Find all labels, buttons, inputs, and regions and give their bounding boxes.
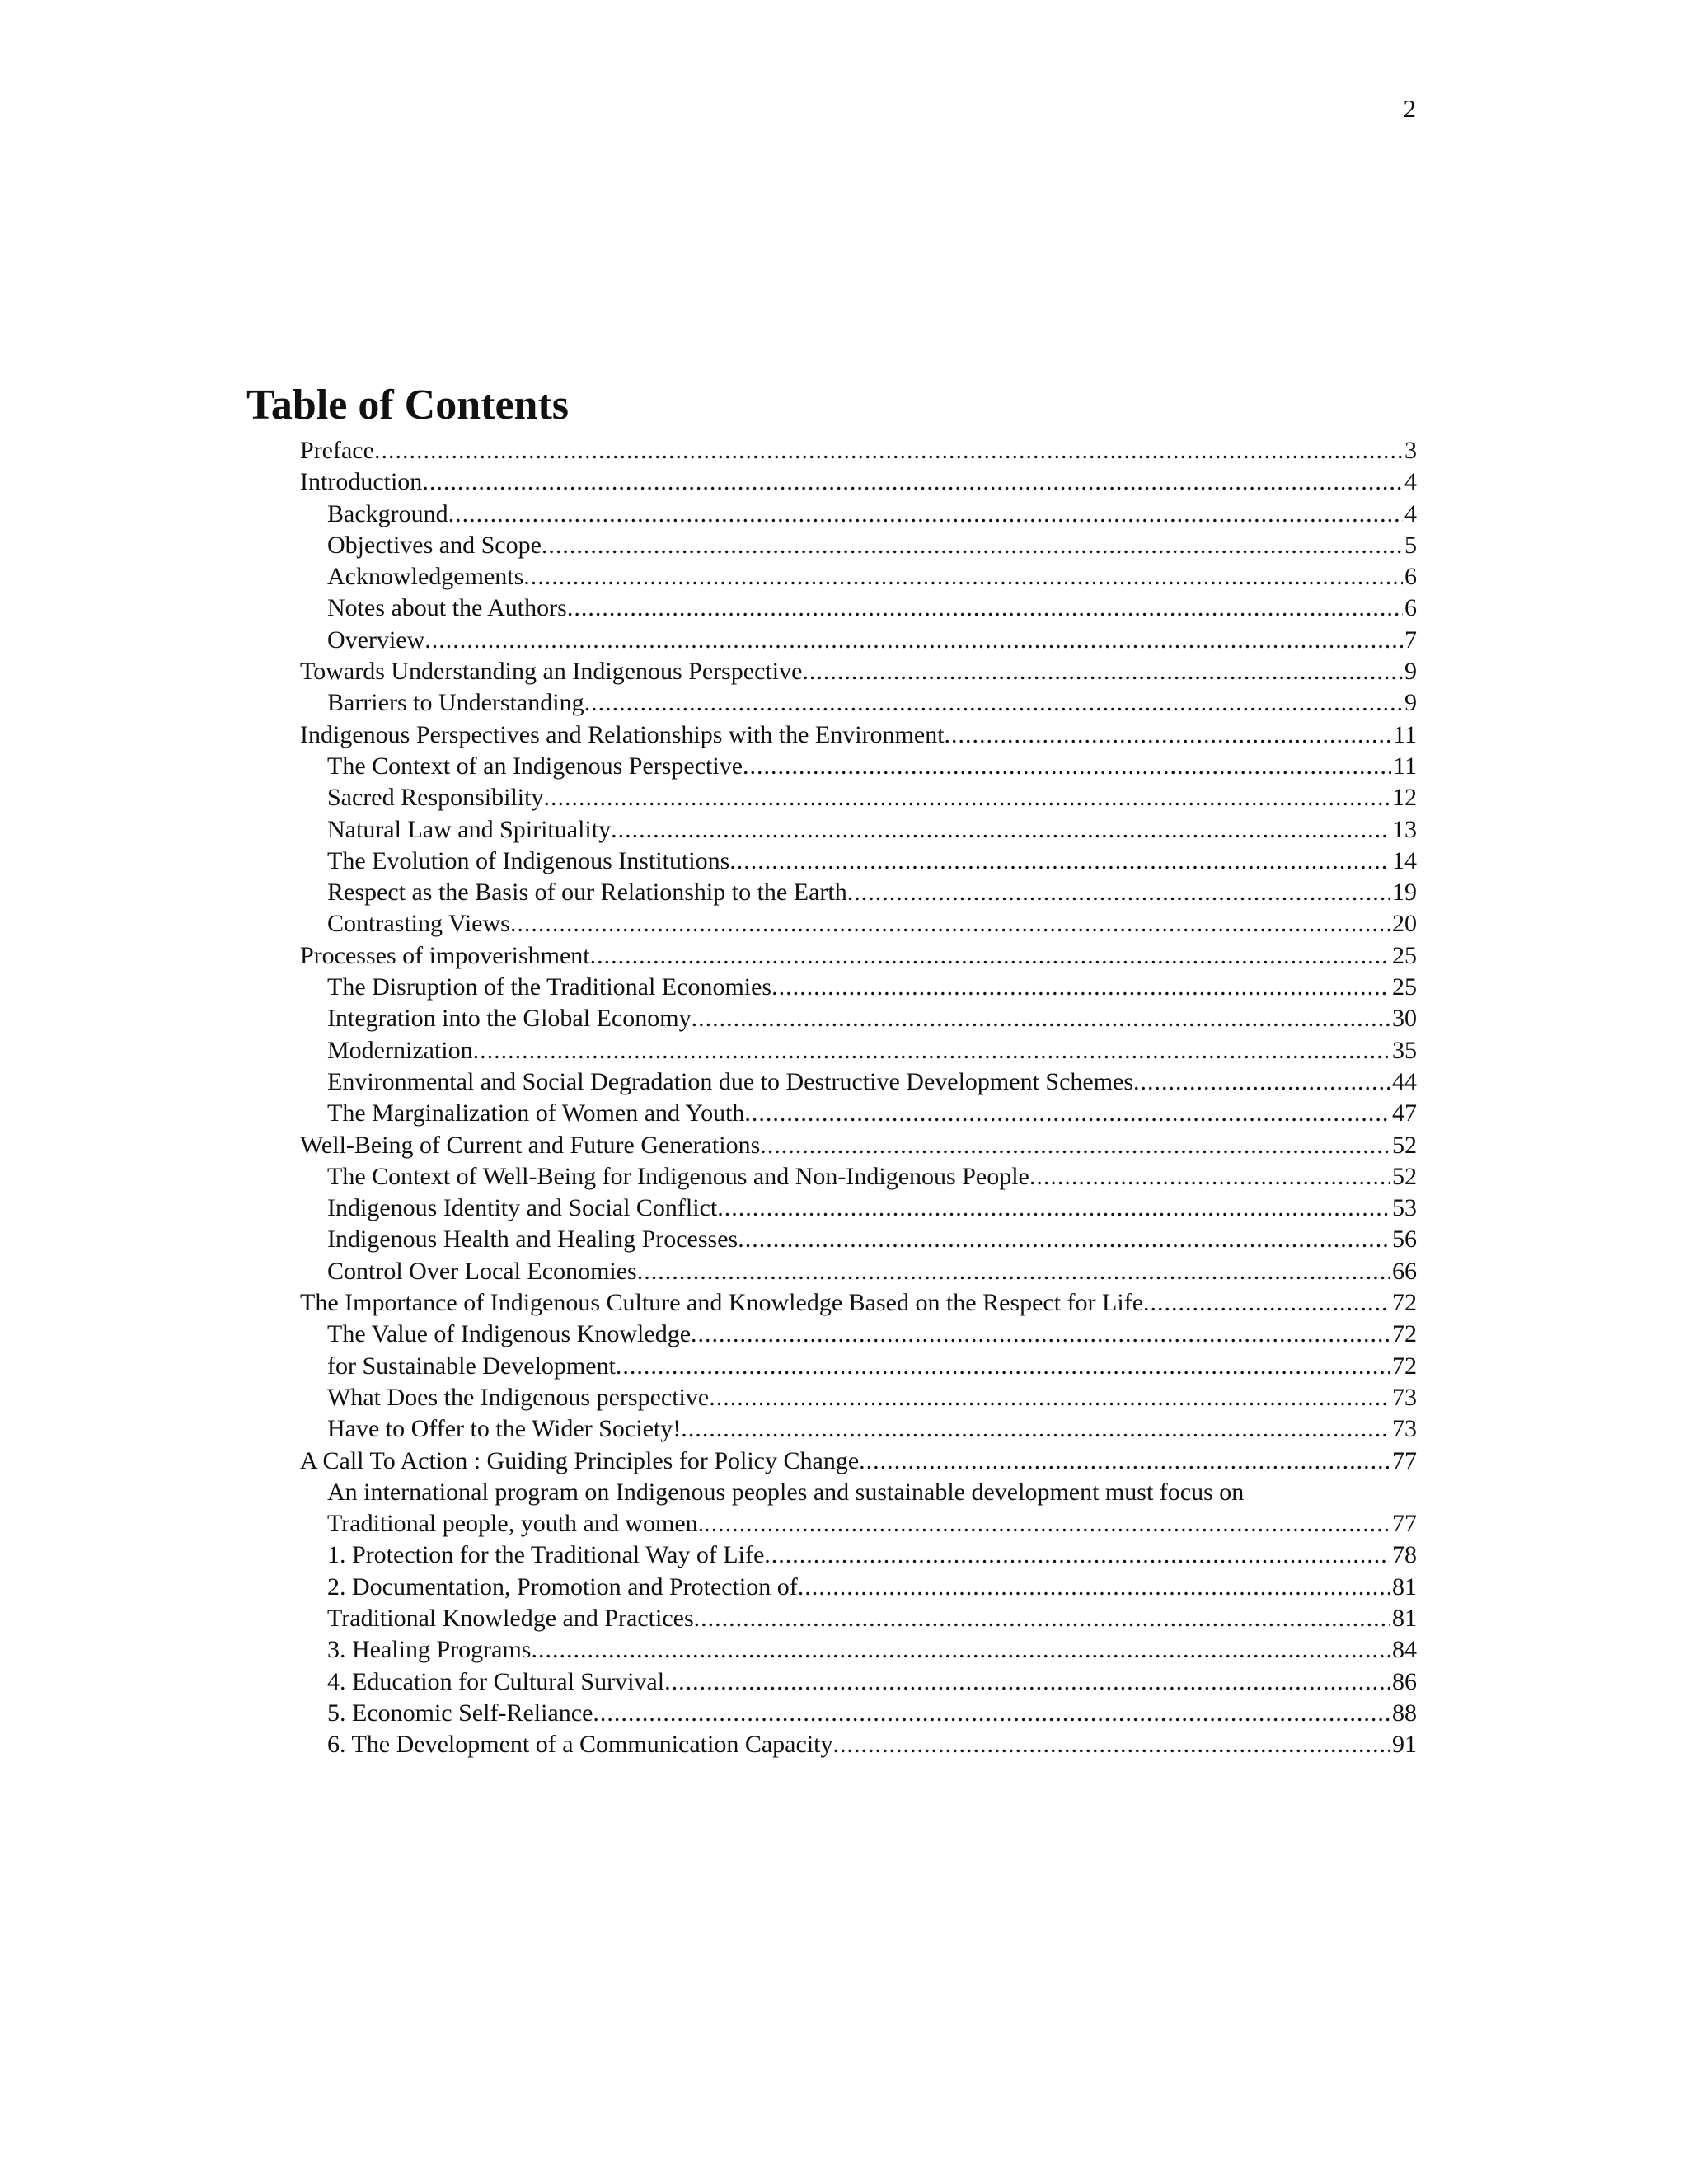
toc-dot-leader [531,1634,1390,1666]
toc-entry-label: Environmental and Social Degradation due to Destructive Development Schemes [327,1067,1134,1095]
toc-entry[interactable] [300,719,1417,751]
toc-dot-leader [374,435,1403,466]
toc-entry-page: 3 [1404,437,1417,464]
toc-entry[interactable] [300,1130,1417,1161]
toc-dot-leader [847,877,1390,908]
toc-entry-label: The Importance of Indigenous Culture and Knowledge Based on the Respect for Life [300,1289,1144,1317]
page-title: Table of Contents [246,382,570,429]
toc-entry[interactable] [300,1540,1417,1571]
toc-dot-leader [1029,1161,1390,1193]
toc-entry-page: 73 [1392,1415,1417,1443]
toc-entry-page: 6 [1404,594,1417,622]
toc-dot-leader [681,1413,1390,1445]
toc-dot-leader [611,814,1390,846]
toc-entry[interactable] [300,1477,1417,1508]
toc-entry-label: Sacred Responsibility [327,784,544,812]
toc-entry-label: Objectives and Scope [327,531,542,559]
toc-entry-label: An international program on Indigenous peoples and sustainable development must focus on [327,1478,1245,1506]
toc-entry[interactable] [300,1351,1417,1382]
toc-entry-page: 9 [1404,689,1417,717]
page-number: 2 [1403,94,1416,123]
toc-entry-page: 44 [1392,1067,1417,1095]
toc-entry[interactable] [300,1572,1417,1603]
toc-entry-label: Introduction [300,468,423,496]
toc-entry-page: 4 [1404,468,1417,496]
toc-entry[interactable] [300,1193,1417,1224]
toc-dot-leader [798,1572,1390,1603]
toc-entry-page: 88 [1392,1699,1417,1727]
toc-entry-label: Indigenous Health and Healing Processes [327,1226,738,1254]
toc-entry-page: 56 [1392,1226,1417,1254]
toc-entry-page: 81 [1392,1572,1417,1601]
toc-dot-leader [859,1446,1390,1477]
toc-entry[interactable] [300,1003,1417,1034]
toc-entry-page: 73 [1392,1383,1417,1411]
toc-dot-leader [729,846,1390,877]
toc-entry-page: 5 [1404,531,1417,559]
toc-entry[interactable] [300,1161,1417,1193]
toc-entry-label: The Disruption of the Traditional Economies [327,973,772,1001]
toc-dot-leader [523,561,1403,593]
toc-entry[interactable] [300,435,1417,466]
toc-entry-page: 9 [1404,658,1417,686]
toc-dot-leader [738,1224,1390,1255]
toc-entry[interactable] [300,1382,1417,1413]
toc-entry-label: Contrasting Views [327,910,510,938]
toc-entry-page: 86 [1392,1667,1417,1695]
toc-dot-leader [542,530,1403,561]
toc-entry-page: 13 [1392,815,1417,843]
toc-entry-label: Acknowledgements [327,563,524,591]
toc-entry-label: 1. Protection for the Traditional Way of Life [327,1541,765,1569]
toc-entry-page: 11 [1393,720,1417,748]
toc-entry-label: Barriers to Understanding [327,689,584,717]
toc-dot-leader [832,1729,1390,1760]
toc-dot-leader [691,1319,1390,1350]
toc-entry-label: Have to Offer to the Wider Society! [327,1415,682,1443]
toc-entry[interactable] [300,1666,1417,1698]
toc-entry[interactable] [300,530,1417,561]
toc-entry[interactable] [300,499,1417,530]
toc-entry-page: 25 [1392,973,1417,1001]
toc-dot-leader [473,1035,1390,1066]
toc-entry-page: 81 [1392,1604,1417,1632]
toc-entry-label: for Sustainable Development [327,1352,616,1380]
toc-entry-page: 53 [1392,1194,1417,1222]
toc-entry[interactable] [300,877,1417,908]
toc-entry-page: 12 [1392,784,1417,812]
toc-entry-label: Background [327,499,448,527]
toc-entry-label: Indigenous Perspectives and Relationships with the Environment [300,720,945,748]
toc-entry-page: 66 [1392,1257,1417,1285]
toc-entry-label: Integration into the Global Economy [327,1005,692,1033]
toc-entry[interactable] [300,656,1417,687]
toc-dot-leader [567,593,1403,624]
toc-entry[interactable] [300,1508,1417,1540]
toc-entry-page: 52 [1392,1162,1417,1190]
toc-dot-leader [448,499,1403,530]
toc-entry-page: 19 [1392,879,1417,907]
toc-entry-label: What Does the Indigenous perspective [327,1383,710,1411]
toc-entry-label: Modernization [327,1036,473,1064]
toc-entry-label: Control Over Local Economies [327,1257,637,1285]
toc-entry-label: Preface [300,437,374,464]
toc-dot-leader [543,782,1390,813]
toc-entry-label: 6. The Development of a Communication Capacity [327,1731,833,1759]
toc-entry[interactable] [300,972,1417,1003]
toc-dot-leader [945,719,1392,751]
toc-entry[interactable] [300,561,1417,593]
toc-entry[interactable] [300,908,1417,940]
toc-dot-leader [771,972,1390,1003]
toc-entry[interactable] [300,751,1417,782]
toc-entry[interactable] [300,1729,1417,1760]
toc-entry[interactable] [300,1634,1417,1666]
toc-entry-page: 14 [1392,846,1417,874]
toc-dot-leader [664,1666,1390,1698]
toc-entry-label: Well-Being of Current and Future Generations [300,1131,761,1159]
toc-entry[interactable] [300,1446,1417,1477]
toc-entry-label: The Marginalization of Women and Youth [327,1099,745,1127]
toc-dot-leader [692,1003,1390,1034]
toc-entry[interactable] [300,846,1417,877]
toc-entry[interactable] [300,466,1417,498]
toc-entry-label: Traditional Knowledge and Practices [327,1604,694,1632]
toc-entry-page: 77 [1392,1446,1417,1474]
toc-dot-leader [616,1351,1390,1382]
toc-dot-leader [694,1603,1390,1634]
toc-entry[interactable] [300,814,1417,846]
toc-entry[interactable] [300,1413,1417,1445]
toc-entry-page: 35 [1392,1036,1417,1064]
toc-dot-leader [717,1193,1390,1224]
toc-dot-leader [637,1256,1390,1287]
toc-entry-label: Indigenous Identity and Social Conflict [327,1194,718,1222]
toc-entry-page: 20 [1392,910,1417,938]
toc-entry-page: 7 [1404,626,1417,654]
toc-entry-page: 78 [1392,1541,1417,1569]
toc-entry[interactable] [300,940,1417,972]
toc-dot-leader [1133,1066,1390,1098]
toc-dot-leader [593,1698,1390,1729]
toc-entry-page: 52 [1392,1131,1417,1159]
toc-dot-leader [744,1098,1390,1129]
toc-entry-label: 5. Economic Self-Reliance [327,1699,593,1727]
toc-entry-page: 4 [1404,499,1417,527]
toc-entry[interactable] [300,1035,1417,1066]
toc-entry-label: The Value of Indigenous Knowledge [327,1320,692,1348]
toc-dot-leader [704,1508,1390,1540]
toc-dot-leader [510,908,1390,940]
toc-entry-page: 11 [1393,752,1417,780]
toc-entry[interactable] [300,1256,1417,1287]
toc-entry[interactable] [300,1698,1417,1729]
toc-entry-page: 72 [1392,1320,1417,1348]
toc-entry-label: Overview [327,626,425,654]
toc-entry-label: Towards Understanding an Indigenous Perspective [300,658,803,686]
toc-entry[interactable] [300,1287,1417,1319]
toc-dot-leader [584,687,1403,719]
toc-entry[interactable] [300,625,1417,656]
toc-entry-label: Traditional people, youth and women. [327,1510,705,1538]
table-of-contents [300,435,1417,1760]
toc-entry-label: 3. Healing Programs [327,1636,532,1664]
toc-entry-label: 2. Documentation, Promotion and Protection of [327,1572,798,1601]
toc-entry[interactable] [300,782,1417,813]
toc-entry-page: 30 [1392,1005,1417,1033]
toc-dot-leader [590,940,1390,972]
toc-dot-leader [1143,1287,1390,1319]
toc-entry[interactable] [300,1603,1417,1634]
toc-entry[interactable] [300,687,1417,719]
toc-entry[interactable] [300,1224,1417,1255]
toc-entry-label: The Context of Well-Being for Indigenous and Non-Indigenous People [327,1162,1029,1190]
toc-entry[interactable] [300,593,1417,624]
toc-dot-leader [709,1382,1390,1413]
toc-dot-leader [424,625,1403,656]
toc-entry-label: The Context of an Indigenous Perspective [327,752,743,780]
toc-entry-label: The Evolution of Indigenous Institutions [327,846,730,874]
toc-entry-label: A Call To Action : Guiding Principles for Policy Change [300,1446,860,1474]
toc-entry-page: 91 [1392,1731,1417,1759]
toc-dot-leader [422,466,1403,498]
toc-dot-leader [743,751,1391,782]
toc-entry-label: Natural Law and Spirituality [327,815,612,843]
toc-entry-page: 77 [1392,1510,1417,1538]
toc-entry-page: 47 [1392,1099,1417,1127]
toc-entry-page: 72 [1392,1352,1417,1380]
toc-entry-page: 6 [1404,563,1417,591]
toc-entry-page: 84 [1392,1636,1417,1664]
toc-entry[interactable] [300,1066,1417,1098]
toc-entry-page: 72 [1392,1289,1417,1317]
toc-dot-leader [760,1130,1390,1161]
toc-dot-leader [764,1540,1390,1571]
toc-entry-label: Respect as the Basis of our Relationship to the Earth [327,879,847,907]
toc-entry-label: Processes of impoverishment [300,941,590,969]
toc-entry-page: 25 [1392,941,1417,969]
toc-entry[interactable] [300,1098,1417,1129]
toc-entry-label: Notes about the Authors [327,594,567,622]
toc-entry[interactable] [300,1319,1417,1350]
toc-entry-label: 4. Education for Cultural Survival [327,1667,665,1695]
toc-dot-leader [802,656,1403,687]
